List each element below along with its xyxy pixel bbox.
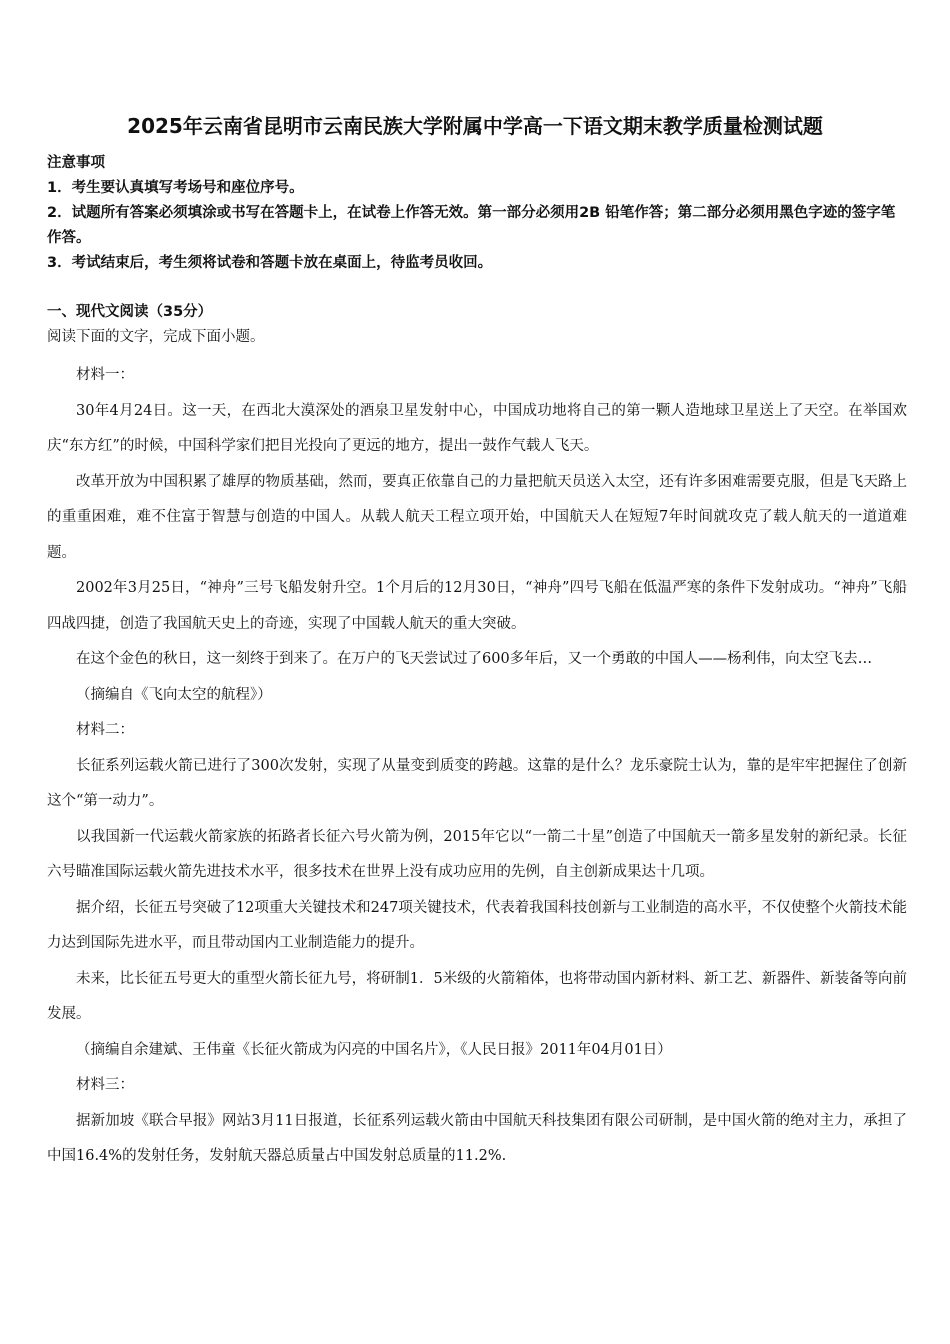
material-1-paragraph-4: 在这个金色的秋日，这一刻终于到来了。在万户的飞天尝试过了600多年后，又一个勇敢的中国人——杨利伟，向太空飞去… xyxy=(76,651,873,667)
material-3-label: 材料三： xyxy=(76,1077,134,1093)
notice-item-3: 3．考试结束后，考生须将试卷和答题卡放在桌面上，待监考员收回。 xyxy=(47,255,493,271)
material-2-paragraph-4: 未来，比长征五号更大的重型火箭长征九号，将研制1．5米级的火箭箱体，也将带动国内新材料、新工艺、新器件、新装备等向前发展。 xyxy=(47,970,907,1022)
material-1-paragraph-2: 改革开放为中国积累了雄厚的物质基础，然而，要真正依靠自己的力量把航天员送入太空，还有许多困难需要克服，但是飞天路上的重重困难，难不住富于智慧与创造的中国人。从载人航天工程立项开始，中国航天人在短短7年时间就攻克了载人航天的一道道难题。 xyxy=(47,473,907,561)
material-1-paragraph-1: 30年4月24日。这一天，在西北大漠深处的酒泉卫星发射中心，中国成功地将自己的第一颗人造地球卫星送上了天空。在举国欢庆“东方红”的时候，中国科学家们把目光投向了更远的地方，提出一鼓作气载人飞天。 xyxy=(47,402,907,454)
notice-block xyxy=(47,151,907,276)
material-2-label: 材料二： xyxy=(76,722,134,738)
material-2-paragraph-3: 据介绍，长征五号突破了12项重大关键技术和247项关键技术，代表着我国科技创新与工业制造的高水平，不仅使整个火箭技术能力达到国际先进水平，而且带动国内工业制造能力的提升。 xyxy=(47,899,907,951)
material-2-source: （摘编自余建斌、王伟童《长征火箭成为闪亮的中国名片》，《人民日报》2011年04月01日） xyxy=(76,1041,672,1058)
section-header xyxy=(47,300,907,350)
material-1-label: 材料一： xyxy=(76,367,134,383)
document-title: 2025年云南省昆明市云南民族大学附属中学高一下语文期末教学质量检测试题 xyxy=(127,114,823,138)
material-2-paragraph-2: 以我国新一代运载火箭家族的拓路者长征六号火箭为例，2015年它以“一箭二十星”创造了中国航天一箭多星发射的新纪录。长征六号瞄准国际运载火箭先进技术水平，很多技术在世界上没有成功应用的先例，自主创新成果达十几项。 xyxy=(47,828,907,880)
reading-passage xyxy=(47,358,907,1175)
material-3-paragraph-1: 据新加坡《联合早报》网站3月11日报道，长征系列运载火箭由中国航天科技集团有限公司研制，是中国火箭的绝对主力，承担了中国16.4%的发射任务，发射航天器总质量占中国发射总质量的11.2%. xyxy=(47,1112,907,1164)
material-1-paragraph-3: 2002年3月25日，“神舟”三号飞船发射升空。1个月后的12月30日，“神舟”四号飞船在低温严寒的条件下发射成功。“神舟”飞船四战四捷，创造了我国航天史上的奇迹，实现了中国载人航天的重大突破。 xyxy=(47,580,907,632)
material-2-paragraph-1: 长征系列运载火箭已进行了300次发射，实现了从量变到质变的跨越。这靠的是什么？龙乐豪院士认为，靠的是牢牢把握住了创新这个“第一动力”。 xyxy=(47,757,907,809)
section-heading: 一、现代文阅读（35分） xyxy=(47,304,213,320)
section-intro: 阅读下面的文字，完成下面小题。 xyxy=(47,329,265,345)
notice-item-2: 2．试题所有答案必须填涂或书写在答题卡上，在试卷上作答无效。第一部分必须用2B 铅笔作答；第二部分必须用黑色字迹的签字笔作答。 xyxy=(47,205,896,246)
notice-heading: 注意事项 xyxy=(47,155,105,171)
notice-item-1: 1．考生要认真填写考场号和座位序号。 xyxy=(47,180,304,196)
material-1-source: （摘编自《飞向太空的航程》） xyxy=(76,686,272,703)
